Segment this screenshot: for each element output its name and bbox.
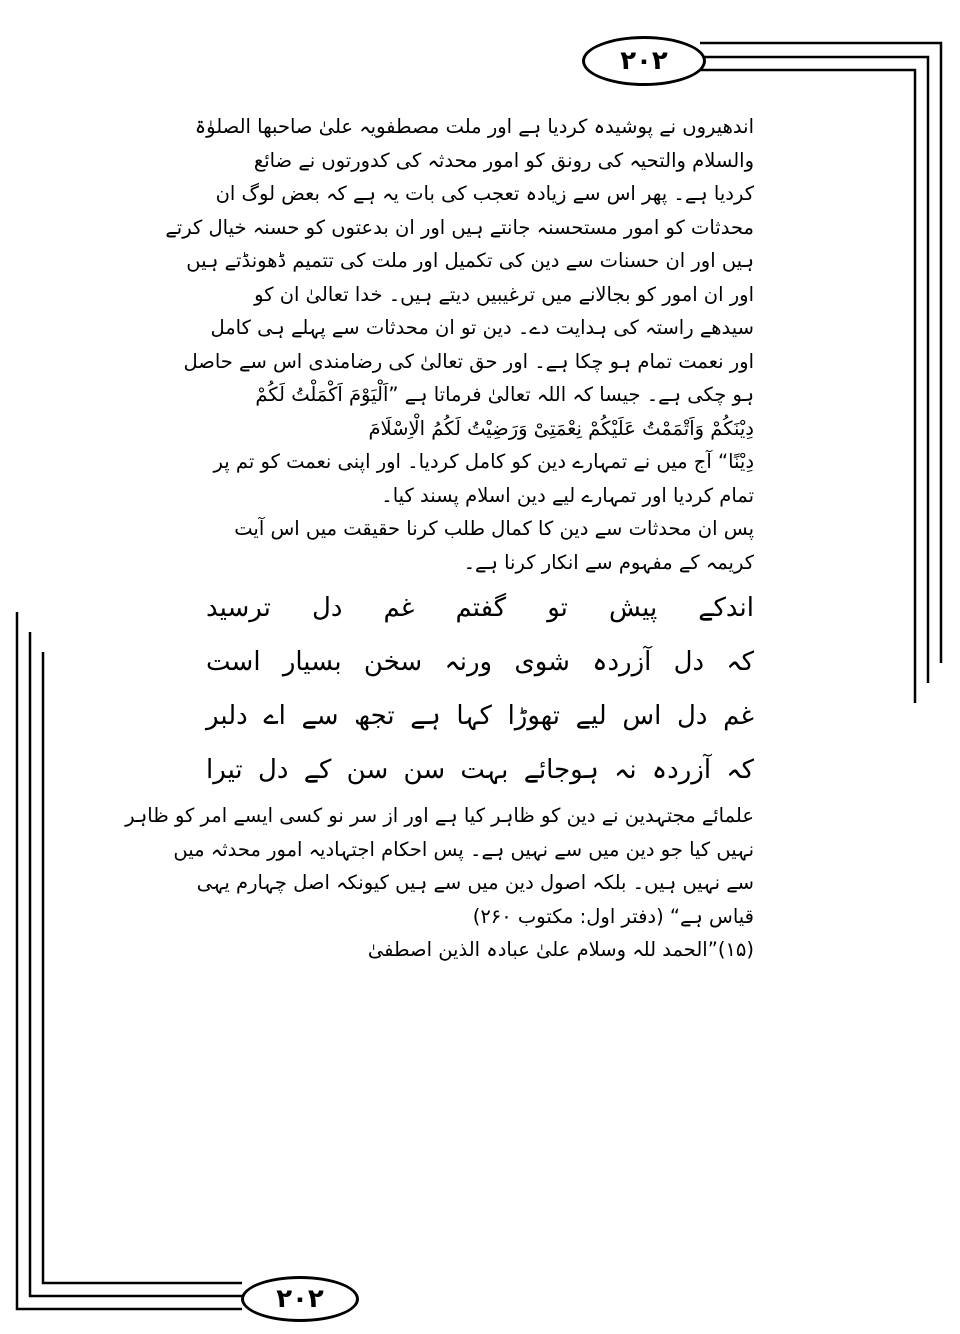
text-line: والسلام والتحیہ کی رونق کو امور محدثہ کی کدورتوں نے ضائع bbox=[253, 148, 754, 172]
text-line: تمام کردیا اور تمہارے لیے دین اسلام پسند کیا۔ bbox=[381, 483, 754, 507]
verse-line: اندکے پیش تو گفتم غم دل ترسید bbox=[206, 593, 754, 623]
text-line: محدثات کو امور مستحسنہ جانتے ہیں اور ان بدعتوں کو حسنہ خیال کرتے bbox=[165, 215, 754, 239]
paragraph-2 bbox=[206, 512, 754, 579]
text-line: ہیں اور ان حسنات سے دین کی تکمیل اور ملت کی تتمیم ڈھونڈتے ہیں bbox=[186, 249, 754, 272]
text-line: نہیں کیا جو دین میں سے نہیں ہے۔ پس احکام اجتہادیہ امور محدثہ میں bbox=[173, 837, 754, 861]
page-number-header: ۲۰۲ bbox=[582, 36, 706, 86]
text-line: علمائے مجتہدین نے دین کو ظاہر کیا ہے اور از سر نو کسی ایسے امر کو ظاہر bbox=[125, 804, 754, 827]
text-line: کریمہ کے مفہوم سے انکار کرنا ہے۔ bbox=[463, 550, 754, 574]
text-line: اور ان امور کو بجالانے میں ترغیبیں دیتے ہیں۔ خدا تعالیٰ ان کو bbox=[254, 282, 754, 306]
text-line: قیاس ہے“ (دفتر اول: مکتوب ۲۶۰) bbox=[472, 904, 754, 928]
verse-line: کہ آزردہ نہ ہوجائے بہت سن سن کے دل تیرا bbox=[206, 755, 754, 785]
page-body bbox=[125, 110, 754, 967]
text-line: اندھیروں نے پوشیدہ کردیا ہے اور ملت مصطفویہ علیٰ صاحبھا الصلوٰۃ bbox=[194, 115, 754, 138]
page-number-footer: ۲۰۲ bbox=[241, 1276, 359, 1322]
text-line: پس ان محدثات سے دین کا کمال طلب کرنا حقیقت میں اس آیت bbox=[234, 517, 754, 540]
text-line: دِیْنًا“ آج میں نے تمہارے دین کو کامل کردیا۔ اور اپنی نعمت کو تم پر bbox=[213, 450, 754, 473]
paragraph-1 bbox=[165, 110, 754, 512]
quran-verse-line: دِیْنَکُمْ وَاَتْمَمْتُ عَلَیْکُمْ نِعْمَتِیْ وَرَضِیْتُ لَکُمُ الْاِسْلَامَ bbox=[368, 416, 754, 440]
paragraph-4 bbox=[206, 933, 754, 967]
text-line: ہو چکی ہے۔ جیسا کہ اللہ تعالیٰ فرماتا ہے ”اَلْیَوْمَ اَکْمَلْتُ لَکُمْ bbox=[255, 383, 754, 406]
text-line: کردیا ہے۔ پھر اس سے زیادہ تعجب کی بات یہ ہے کہ بعض لوگ ان bbox=[215, 182, 754, 205]
text-line: سیدھے راستہ کی ہدایت دے۔ دین تو ان محدثات سے پہلے ہی کامل bbox=[210, 316, 754, 339]
poetry-verses bbox=[206, 581, 754, 797]
text-line: (۱۵)”الحمد للہ وسلام علیٰ عبادہ الذین اصطفیٰ bbox=[367, 938, 754, 961]
verse-line: کہ دل آزردہ شوی ورنہ سخن بسیار است bbox=[206, 647, 754, 677]
text-line: اور نعمت تمام ہو چکا ہے۔ اور حق تعالیٰ کی رضامندی اس سے حاصل bbox=[183, 349, 754, 373]
verse-line: غم دل اس لیے تھوڑا کہا ہے تجھ سے اے دلبر bbox=[206, 701, 754, 731]
paragraph-3 bbox=[125, 799, 754, 933]
text-line: سے نہیں ہیں۔ بلکہ اصول دین میں سے ہیں کیونکہ اصل چہارم یہی bbox=[196, 871, 754, 894]
